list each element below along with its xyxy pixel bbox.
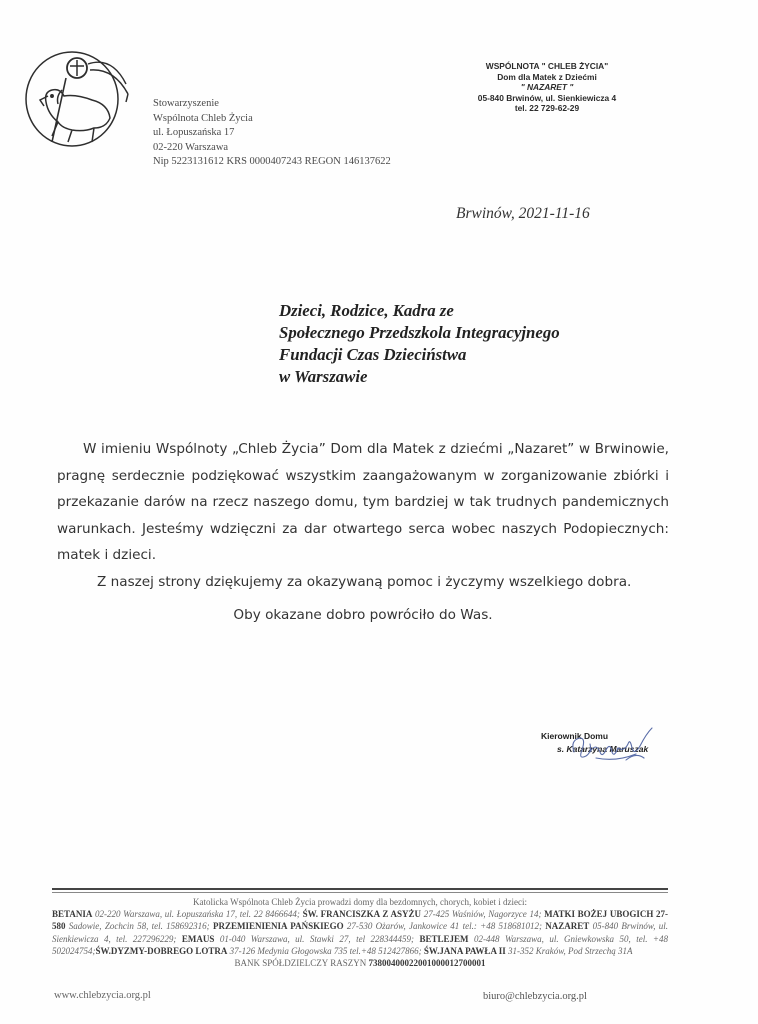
- email-link[interactable]: biuro@chlebzycia.org.pl: [483, 991, 587, 1002]
- stamp-line: WSPÓLNOTA " CHLEB ŻYCIA": [485, 61, 609, 71]
- house-address: 02-220 Warszawa, ul. Łopuszańska 17, tel. 22 8466644;: [92, 909, 303, 920]
- bank-label: BANK SPÓŁDZIELCZY RASZYN: [234, 958, 369, 969]
- body-paragraph-1: W imieniu Wspólnoty „Chleb Życia” Dom dla Matek z dziećmi „Nazaret” w Brwinowie, pragnę serdecznie podziękować wszystkim zaangażowanym w zorganizowanie zbiórki i przekazanie darów na rzecz naszego domu, tym bardziej w tak trudnych pandemicznych warunkach. Jesteśmy wdzięczni za dar otwartego serca wobec naszych Podopiecznych: matek i dzieci.: [57, 441, 669, 564]
- recipient-line: Fundacji Czas Dzieciństwa: [279, 345, 467, 364]
- house-address: 02-448 Warszawa, ul. Gniewkowska 50, tel. +48 502024754;: [52, 933, 669, 956]
- website-link[interactable]: www.chlebzycia.org.pl: [54, 990, 151, 1001]
- recipient-block: [279, 300, 560, 388]
- sender-line: ul. Łopuszańska 17: [153, 127, 235, 138]
- sender-line: Stowarzyszenie: [153, 98, 219, 109]
- closing-line: Oby okazane dobro powróciło do Was.: [233, 606, 493, 623]
- handwritten-signature: [566, 722, 658, 772]
- recipient-line: w Warszawie: [279, 367, 368, 386]
- stamp-line: tel. 22 729-62-29: [514, 103, 580, 113]
- house-name: MATKI BOŻEJ UBOGICH 27-580: [52, 909, 668, 932]
- house-name: EMAUS: [181, 933, 215, 944]
- footer-house-list: [52, 908, 668, 957]
- header-stamp: [458, 61, 636, 114]
- bank-account: [52, 957, 668, 969]
- signature-name: s. Katarzyna Maruszak: [557, 744, 649, 754]
- house-name: PRZEMIENIENIA PAŃSKIEGO: [212, 921, 344, 932]
- house-address: 31-352 Kraków, Pod Strzechą 31A: [505, 945, 633, 956]
- lamb-logo-icon: [22, 44, 148, 150]
- house-name: BETLEJEM: [419, 933, 469, 944]
- sender-line: Wspólnota Chleb Życia: [153, 112, 253, 124]
- letter-date: Brwinów, 2021-11-16: [456, 205, 590, 222]
- footer-rule: [52, 892, 668, 893]
- footer-rule: [52, 888, 668, 890]
- sender-line: Nip 5223131612 KRS 0000407243 REGON 146137622: [153, 156, 391, 167]
- footer-intro: Katolicka Wspólnota Chleb Życia prowadzi domy dla bezdomnych, chorych, kobiet i dzieci:: [193, 897, 527, 907]
- stamp-line: 05-840 Brwinów, ul. Sienkiewicza 4: [477, 92, 617, 103]
- house-name: ŚW. FRANCISZKA Z ASYŻU: [302, 909, 422, 920]
- house-address: 27-425 Waśniów, Nagorzyce 14;: [421, 909, 545, 920]
- house-address: 01-040 Warszawa, ul. Stawki 27, tel 228344459;: [214, 933, 420, 944]
- bank-number: 73800400022001000012700001: [368, 958, 486, 969]
- sender-address: [153, 97, 391, 170]
- sender-line: 02-220 Warszawa: [153, 141, 229, 153]
- house-address: Sadowie, Zochcin 58, tel. 158692316;: [65, 921, 213, 932]
- body-paragraph-2: Z naszej strony dziękujemy za okazywaną pomoc i życzymy wszelkiego dobra.: [97, 573, 632, 590]
- house-name: ŚW.JANA PAWŁA II: [423, 945, 506, 956]
- stamp-line: " NAZARET ": [520, 82, 574, 92]
- footer-houses: [52, 896, 668, 969]
- house-name: BETANIA: [52, 909, 93, 920]
- house-name: ŚW.DYZMY-DOBREGO LOTRA: [95, 945, 228, 956]
- stamp-line: Dom dla Matek z Dziećmi: [497, 71, 597, 82]
- recipient-line: Społecznego Przedszkola Integracyjnego: [279, 323, 560, 342]
- house-address: 27-530 Ożarów, Jankowice 41 tel.: +48 518681012;: [343, 921, 546, 932]
- letter-body: [57, 436, 669, 628]
- house-name: NAZARET: [545, 921, 590, 932]
- house-address: 05-840 Brwinów, ul. Sienkiewicza 4, tel. 227296229;: [52, 921, 668, 944]
- recipient-line: Dzieci, Rodzice, Kadra ze: [279, 301, 454, 320]
- house-address: 37-126 Medynia Głogowska 735 tel.+48 512427866;: [227, 945, 424, 956]
- signature-title: Kierownik Domu: [541, 731, 609, 741]
